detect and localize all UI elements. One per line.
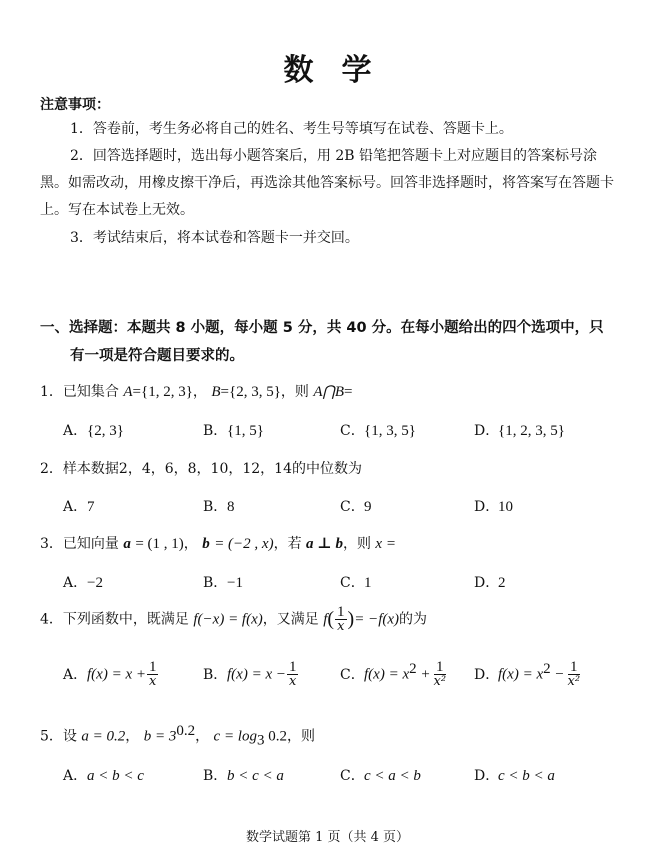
math-expression: b = 3 [143, 728, 177, 745]
question-text: 已知集合 [62, 384, 119, 400]
math-expression: a = 0.2 [81, 728, 126, 745]
option-text: f(x) = x [498, 666, 544, 683]
option-a [63, 660, 159, 689]
option-label: A． [63, 666, 88, 683]
numerator: 1 [148, 659, 157, 675]
question-text: ，则 [342, 536, 371, 552]
option-text: a < b < c [87, 768, 144, 784]
notice-heading: 注意事项： [40, 97, 110, 113]
operator: + [416, 666, 431, 683]
page-footer: 数学试题第 1 页（共 4 页） [245, 830, 410, 845]
math-symbol: = [344, 384, 353, 400]
exponent: 0.2 [176, 723, 196, 739]
option-text: {1, 3, 5} [364, 423, 416, 439]
option-text: −2 [87, 575, 103, 591]
question-text: ，则 [286, 728, 315, 745]
option-text: −1 [227, 575, 243, 591]
denominator: x² [567, 674, 581, 689]
option-label: A． [63, 768, 88, 784]
option-text: 8 [227, 499, 235, 515]
fraction [335, 605, 347, 634]
question-3 [40, 533, 396, 553]
option-a [63, 496, 95, 516]
punctuation: ， [192, 384, 207, 400]
punctuation: ， [195, 728, 210, 745]
option-label: B． [203, 666, 228, 683]
punctuation: ， [125, 728, 140, 745]
numerator: 1 [288, 659, 297, 675]
option-d [474, 572, 506, 592]
question-number: 2． [40, 461, 63, 477]
option-label: B． [203, 768, 228, 784]
option-text: b < c < a [227, 768, 284, 784]
option-label: A． [63, 423, 88, 439]
option-text: {1, 5} [227, 423, 264, 439]
option-text: {2, 3} [87, 423, 124, 439]
option-label: D． [474, 423, 500, 439]
option-text: 2 [498, 575, 506, 591]
option-d [474, 765, 555, 785]
question-1 [40, 381, 352, 401]
vector-symbol: a [123, 536, 131, 552]
option-b [203, 496, 235, 516]
option-a [63, 765, 144, 785]
option-text: f(x) = x + [87, 666, 146, 683]
math-symbol: = [220, 384, 230, 400]
option-text: {1, 2, 3, 5} [498, 423, 565, 439]
math-expression: x = [375, 536, 396, 552]
question-text: 已知向量 [62, 536, 119, 552]
option-c [340, 765, 421, 785]
question-text: ，又满足 [262, 611, 319, 628]
option-label: B． [203, 499, 228, 515]
question-text: 的为 [399, 611, 428, 628]
option-b [203, 572, 243, 592]
option-text: 10 [498, 499, 513, 515]
question-number: 4． [40, 611, 63, 628]
question-number: 1． [40, 384, 63, 400]
question-5 [40, 723, 315, 749]
math-expression: c = log [213, 728, 257, 745]
math-expression: a ⊥ b [306, 536, 343, 552]
question-text: 设 [62, 728, 77, 745]
numerator: 1 [570, 659, 578, 675]
fraction [287, 660, 299, 689]
exponent: 2 [409, 660, 417, 677]
option-b [203, 420, 264, 440]
option-d [474, 496, 513, 516]
option-label: D． [474, 666, 500, 683]
operator: − [550, 666, 565, 683]
section-heading-line1: 一、选择题：本题共 8 小题，每小题 5 分，共 40 分。在每小题给出的四个选项中，只 [40, 320, 604, 336]
option-text: f(x) = x [364, 666, 410, 683]
numerator: 1 [436, 659, 444, 675]
question-text: 下列函数中，既满足 [62, 611, 189, 628]
option-a [63, 420, 124, 440]
option-label: B． [203, 575, 228, 591]
fraction [147, 660, 159, 689]
option-c [340, 420, 416, 440]
question-2 [40, 458, 362, 478]
math-expression: f(−x) = f(x) [193, 611, 263, 628]
math-set: {2, 3, 5} [229, 384, 281, 400]
option-label: D． [474, 768, 500, 784]
page-title: 数学 [283, 53, 400, 88]
math-expression: = (1 , 1) [135, 536, 184, 552]
denominator: x [149, 674, 157, 689]
fraction [431, 660, 448, 689]
vector-symbol: b [202, 536, 210, 552]
option-text: f(x) = x − [227, 666, 286, 683]
math-expression: = −f(x) [354, 611, 400, 628]
notice-item-1: 1．答卷前，考生务必将自己的姓名、考生号等填写在试卷、答题卡上。 [70, 121, 513, 137]
option-label: C． [340, 666, 365, 683]
section-heading [40, 314, 620, 370]
denominator: x² [433, 674, 447, 689]
math-symbol: = [132, 384, 142, 400]
question-text: ，则 [280, 384, 309, 400]
option-label: C． [340, 499, 365, 515]
left-paren: ( [327, 608, 335, 630]
option-label: C． [340, 423, 365, 439]
notice-item-2: 2．回答选择题时，选出每小题答案后，用 2B 铅笔把答题卡上对应题目的答案标号涂黑。如需改动，用橡皮擦干净后，再选涂其他答案标号。回答非选择题时，将答案写在答题卡上。写在本试卷上无效。 [40, 148, 614, 218]
exponent: 2 [543, 660, 551, 677]
math-expression: 0.2 [264, 728, 287, 745]
option-a [63, 572, 103, 592]
option-label: D． [474, 575, 500, 591]
question-text: ，若 [273, 536, 302, 552]
question-number: 3． [40, 536, 63, 552]
fraction [565, 660, 582, 689]
option-label: C． [340, 768, 365, 784]
math-expression: = (−2 , x) [214, 536, 274, 552]
denominator: x [289, 674, 297, 689]
option-d [474, 420, 565, 440]
math-symbol: B [211, 384, 221, 400]
option-label: B． [203, 423, 228, 439]
option-label: A． [63, 575, 88, 591]
option-c [340, 496, 372, 516]
notice-item-3: 3．考试结束后，将本试卷和答题卡一并交回。 [70, 230, 359, 246]
question-number: 5． [40, 728, 63, 745]
option-label: A． [63, 499, 88, 515]
math-expression: A⋂B [313, 384, 345, 400]
log-base: 3 [256, 732, 265, 749]
math-set: {1, 2, 3} [141, 384, 193, 400]
option-b [203, 660, 299, 689]
option-text: c < a < b [364, 768, 421, 784]
question-4 [40, 605, 427, 634]
option-text: 9 [364, 499, 372, 515]
math-symbol: f [323, 611, 328, 628]
option-c [340, 660, 449, 689]
denominator: x [337, 619, 345, 634]
punctuation: ， [183, 536, 198, 552]
question-text: 样本数据2，4，6，8，10，12，14的中位数为 [62, 461, 362, 477]
right-paren: ) [347, 608, 355, 630]
math-symbol: A [123, 384, 133, 400]
option-c [340, 572, 372, 592]
section-heading-line2: 有一项是符合题目要求的。 [70, 348, 244, 364]
option-label: C． [340, 575, 365, 591]
option-b [203, 765, 284, 785]
option-text: 7 [87, 499, 95, 515]
option-d [474, 660, 583, 689]
option-label: D． [474, 499, 500, 515]
option-text: 1 [364, 575, 372, 591]
option-text: c < b < a [498, 768, 555, 784]
numerator: 1 [337, 604, 345, 620]
